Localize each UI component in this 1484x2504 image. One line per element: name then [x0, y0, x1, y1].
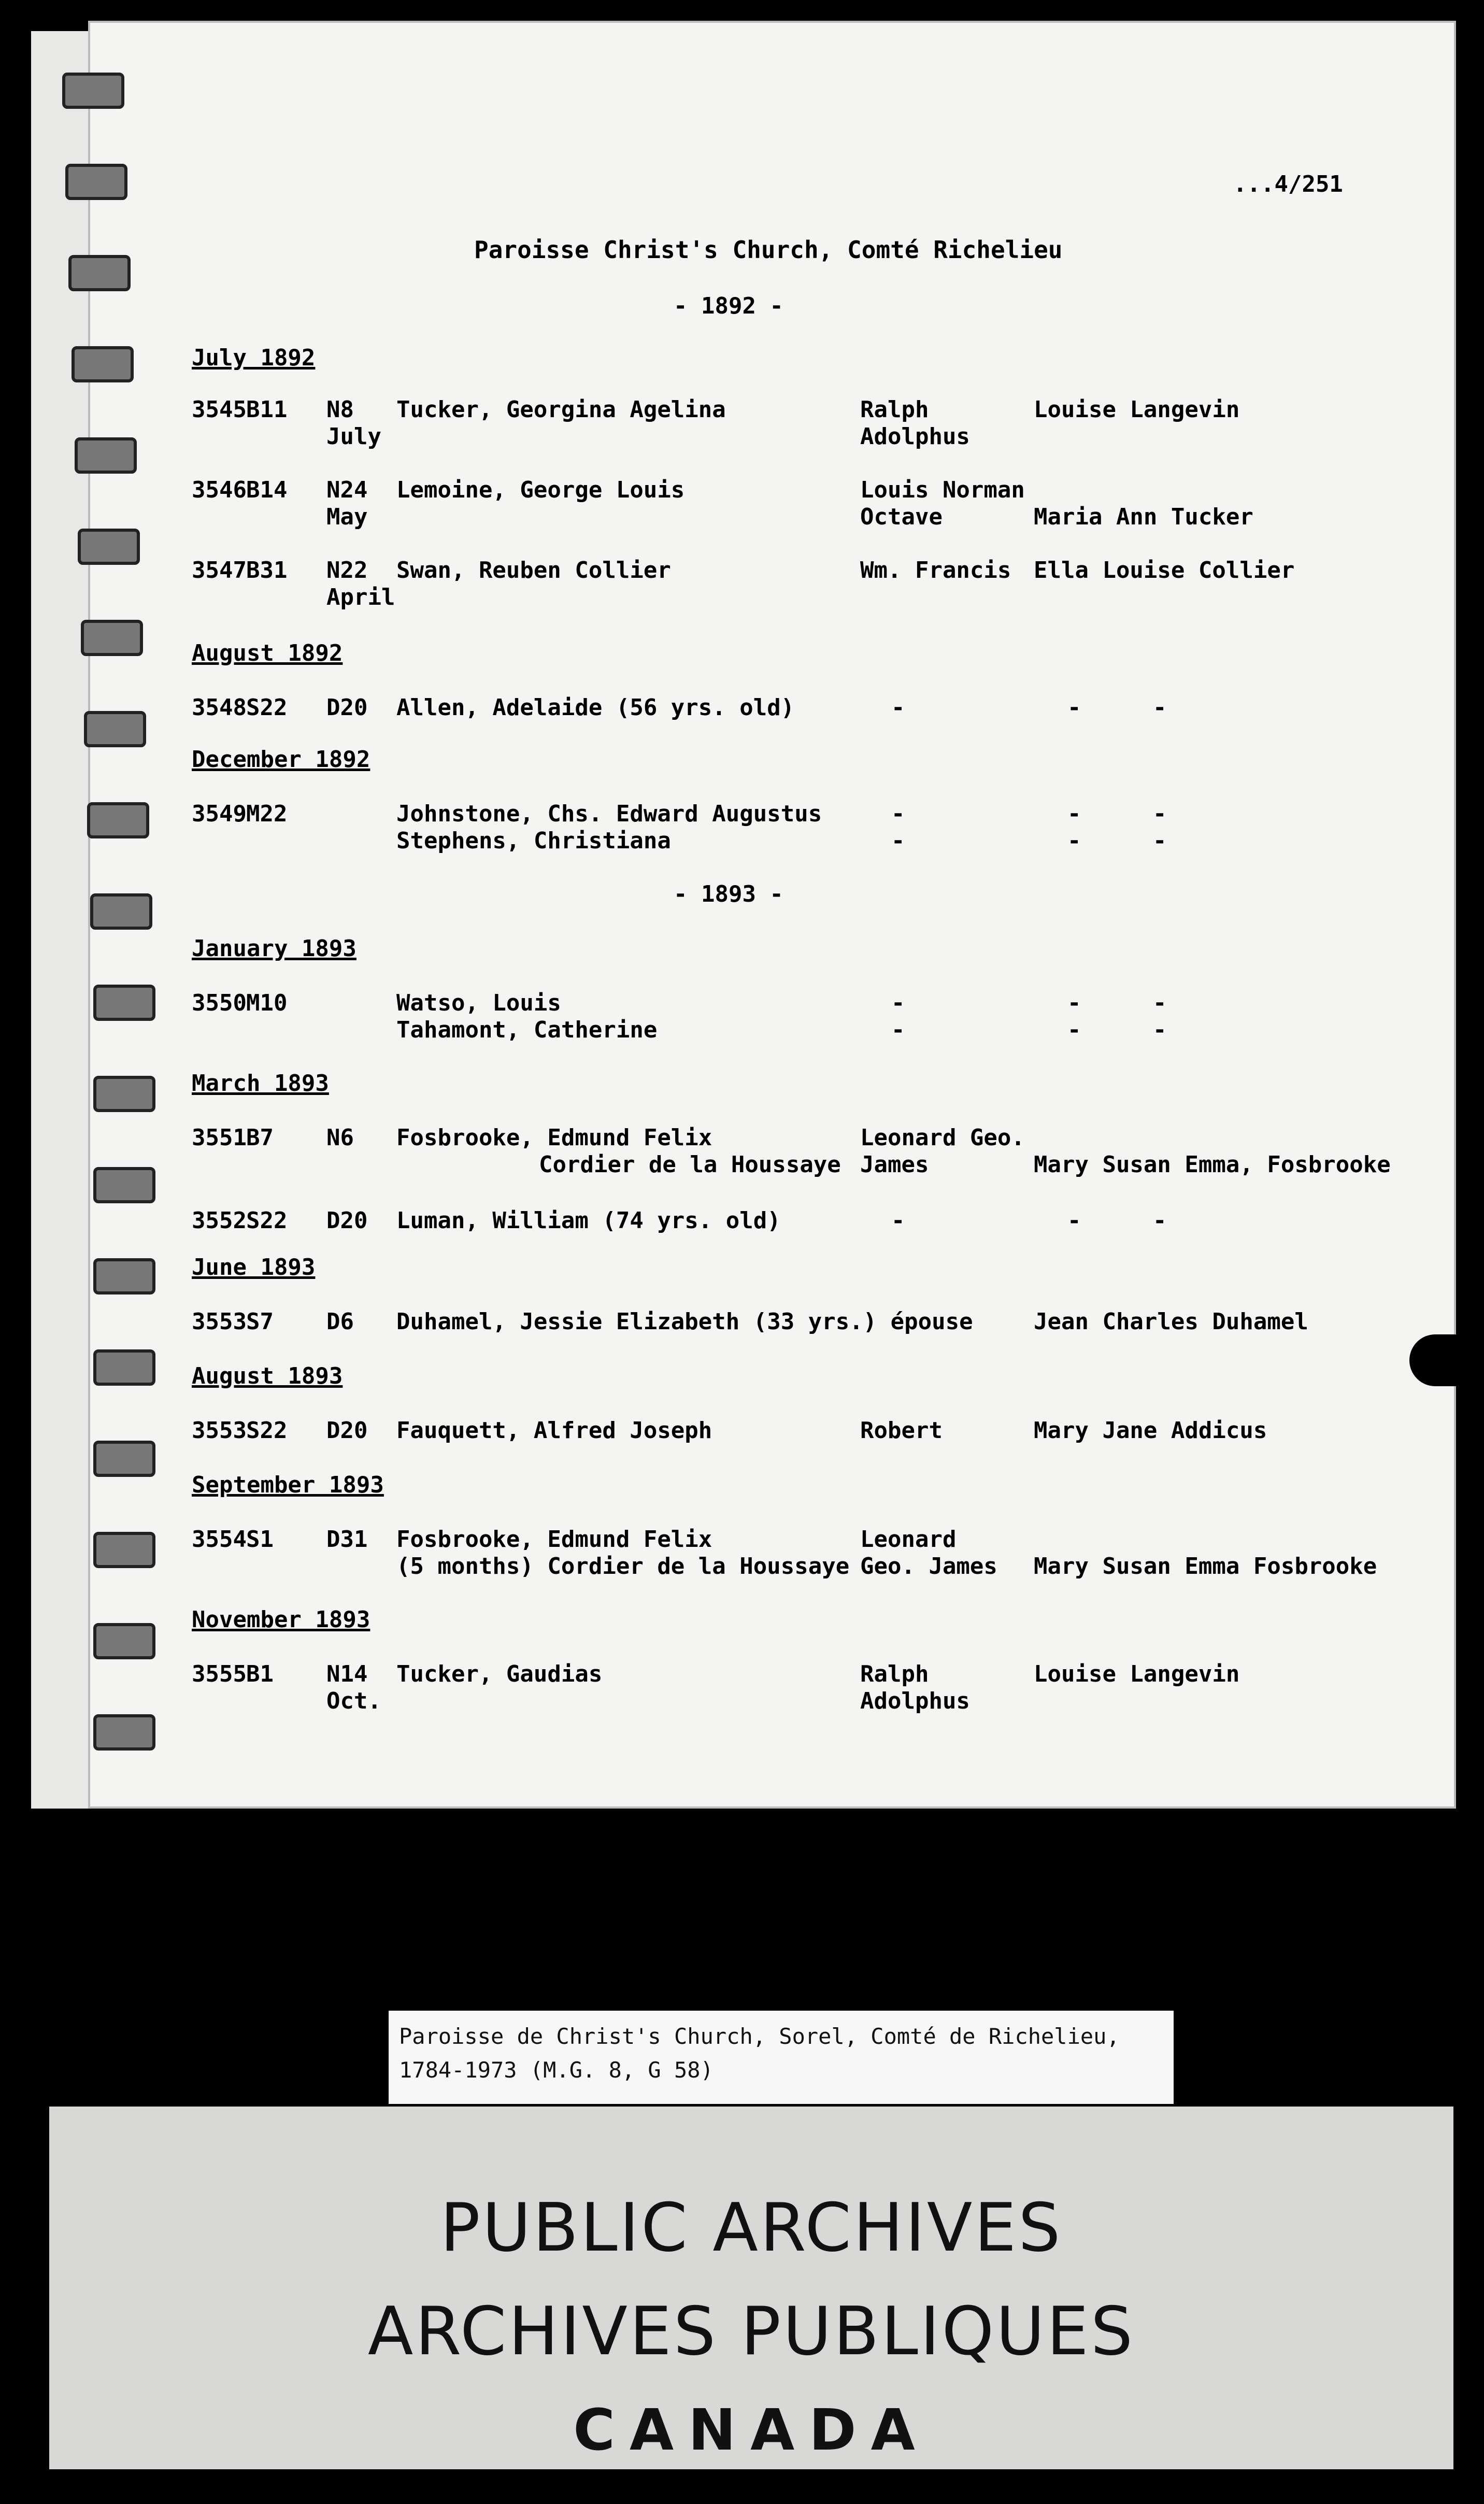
binding-ring: [93, 1258, 155, 1294]
entry-name: Duhamel, Jessie Elizabeth (33 yrs.) épouse: [396, 1308, 973, 1335]
stamp-line-1: PUBLIC ARCHIVES: [440, 2189, 1063, 2267]
entry-name: Johnstone, Chs. Edward Augustus: [396, 801, 822, 827]
entry-code: S22: [246, 694, 288, 721]
entry-name: Swan, Reuben Collier: [396, 557, 671, 584]
entry-father: Ralph: [860, 396, 929, 423]
entry-number: 3548: [192, 694, 247, 721]
entry-mother: Mary Susan Emma, Fosbrooke: [1034, 1151, 1391, 1178]
entry-mother: Mary Susan Emma Fosbrooke: [1034, 1553, 1377, 1580]
page-title: Paroisse Christ's Church, Comté Richelieu: [474, 236, 1063, 264]
entry-number: 3545: [192, 396, 247, 423]
entry-month: July: [326, 423, 381, 450]
entry-name: Lemoine, George Louis: [396, 477, 685, 503]
binding-ring: [93, 1349, 155, 1386]
entry-number: 3553: [192, 1308, 247, 1335]
entry-number: 3549: [192, 801, 247, 827]
entry-father-line-2: -: [891, 828, 905, 854]
year-heading-1893: - 1893 -: [674, 881, 783, 907]
entry-number: 3553: [192, 1417, 247, 1444]
entry-name-line-2: (5 months) Cordier de la Houssaye: [396, 1553, 850, 1580]
binding-ring: [90, 893, 152, 930]
binding-ring: [68, 255, 131, 291]
entry-event-date: N6: [326, 1125, 354, 1151]
entry-code: M22: [246, 801, 288, 827]
binding-ring: [93, 1623, 155, 1659]
section-heading: January 1893: [192, 935, 356, 962]
binding-ring: [93, 1532, 155, 1568]
entry-name: Fauquett, Alfred Joseph: [396, 1417, 712, 1444]
entry-event-date: D6: [326, 1308, 354, 1335]
entry-father: -: [891, 801, 905, 827]
entry-father-line-2: Adolphus: [860, 423, 970, 450]
binding-ring: [93, 985, 155, 1021]
entry-father-line-2: -: [891, 1017, 905, 1043]
archive-reference-label: [389, 2011, 1174, 2104]
entry-father: Leonard Geo.: [860, 1125, 1025, 1151]
entry-number: 3552: [192, 1207, 247, 1234]
entry-mother: Ella Louise Collier: [1034, 557, 1295, 584]
binding-ring: [65, 164, 127, 200]
entry-number: 3554: [192, 1526, 247, 1553]
entry-mother: Maria Ann Tucker: [1034, 504, 1253, 530]
entry-dash: -: [1153, 801, 1167, 827]
entry-name: Fosbrooke, Edmund Felix: [396, 1125, 712, 1151]
entry-dash: -: [1153, 990, 1167, 1016]
section-heading: September 1893: [192, 1472, 384, 1498]
entry-mother: -: [1067, 990, 1081, 1016]
entry-code: M10: [246, 990, 288, 1016]
public-archives-stamp: [49, 2107, 1453, 2469]
section-heading: December 1892: [192, 746, 370, 773]
spiral-binding: [62, 73, 135, 1783]
entry-code: S1: [246, 1526, 274, 1553]
entry-event-date: N22: [326, 557, 368, 584]
entry-mother: -: [1067, 1207, 1081, 1234]
entry-father-line-2: James: [860, 1151, 929, 1178]
archive-label-line-1: Paroisse de Christ's Church, Sorel, Comté de Richelieu,: [399, 2024, 1120, 2049]
entry-mother-line-2: -: [1067, 828, 1081, 854]
entry-month: Oct.: [326, 1688, 381, 1714]
entry-father: Wm. Francis: [860, 557, 1011, 584]
entry-code: S7: [246, 1308, 274, 1335]
entry-code: B11: [246, 396, 288, 423]
binding-ring: [78, 529, 140, 565]
entry-event-date: D31: [326, 1526, 368, 1553]
entry-father-line-2: Geo. James: [860, 1553, 997, 1580]
entry-father-line-2: Octave: [860, 504, 943, 530]
entry-code: S22: [246, 1207, 288, 1234]
page-number: ...4/251: [1233, 171, 1343, 197]
binding-ring: [72, 346, 134, 382]
entry-code: B31: [246, 557, 288, 584]
entry-mother: Jean Charles Duhamel: [1034, 1308, 1308, 1335]
binding-ring: [84, 711, 146, 747]
year-heading-1892: - 1892 -: [674, 293, 783, 319]
entry-mother: Louise Langevin: [1034, 1661, 1240, 1687]
entry-name: Allen, Adelaide (56 yrs. old): [396, 694, 795, 721]
entry-month: May: [326, 504, 368, 530]
section-heading: August 1893: [192, 1363, 343, 1389]
entry-event-date: D20: [326, 1417, 368, 1444]
section-heading: November 1893: [192, 1606, 370, 1633]
binding-ring: [87, 802, 149, 838]
entry-name: Tucker, Gaudias: [396, 1661, 603, 1687]
entry-dash: -: [1153, 694, 1167, 721]
binding-ring: [93, 1441, 155, 1477]
entry-code: B1: [246, 1661, 274, 1687]
entry-event-date: N14: [326, 1661, 368, 1687]
entry-name: Watso, Louis: [396, 990, 561, 1016]
entry-name-line-2: Cordier de la Houssaye: [539, 1151, 841, 1178]
entry-mother: -: [1067, 801, 1081, 827]
entry-father: -: [891, 694, 905, 721]
entry-event-date: D20: [326, 1207, 368, 1234]
entry-mother: Louise Langevin: [1034, 396, 1240, 423]
entry-dash-line-2: -: [1153, 828, 1167, 854]
entry-event-date: N24: [326, 477, 368, 503]
entry-event-date: D20: [326, 694, 368, 721]
entry-number: 3550: [192, 990, 247, 1016]
binding-ring: [93, 1167, 155, 1203]
entry-number: 3547: [192, 557, 247, 584]
binding-ring: [81, 620, 143, 656]
section-heading: July 1892: [192, 345, 316, 371]
entry-code: S22: [246, 1417, 288, 1444]
entry-father-line-2: Adolphus: [860, 1688, 970, 1714]
binding-ring: [93, 1076, 155, 1112]
section-heading: June 1893: [192, 1254, 316, 1281]
entry-dash: -: [1153, 1207, 1167, 1234]
entry-dash-line-2: -: [1153, 1017, 1167, 1043]
entry-father: Louis Norman: [860, 477, 1025, 503]
entry-father: Robert: [860, 1417, 943, 1444]
entry-name: Fosbrooke, Edmund Felix: [396, 1526, 712, 1553]
entry-father: Ralph: [860, 1661, 929, 1687]
page-tab-notch: [1409, 1334, 1456, 1386]
entry-code: B7: [246, 1125, 274, 1151]
entry-father: -: [891, 990, 905, 1016]
binding-ring: [75, 437, 137, 474]
section-heading: August 1892: [192, 640, 343, 666]
entry-father: -: [891, 1207, 905, 1234]
entry-number: 3555: [192, 1661, 247, 1687]
binding-ring: [62, 73, 124, 109]
binding-ring: [93, 1714, 155, 1751]
section-heading: March 1893: [192, 1070, 329, 1097]
entry-event-date: N8: [326, 396, 354, 423]
entry-name-line-2: Stephens, Christiana: [396, 828, 671, 854]
entry-mother: -: [1067, 694, 1081, 721]
entry-code: B14: [246, 477, 288, 503]
archive-label-line-2: 1784-1973 (M.G. 8, G 58): [399, 2057, 714, 2083]
entry-number: 3551: [192, 1125, 247, 1151]
entry-number: 3546: [192, 477, 247, 503]
register-page: [88, 21, 1456, 1809]
stamp-line-3: CANADA: [573, 2397, 930, 2463]
stamp-line-2: ARCHIVES PUBLIQUES: [367, 2293, 1135, 2370]
entry-name: Tucker, Georgina Agelina: [396, 396, 726, 423]
entry-month: April: [326, 584, 395, 610]
entry-name-line-2: Tahamont, Catherine: [396, 1017, 658, 1043]
entry-name: Luman, William (74 yrs. old): [396, 1207, 781, 1234]
entry-mother: Mary Jane Addicus: [1034, 1417, 1267, 1444]
entry-mother-line-2: -: [1067, 1017, 1081, 1043]
entry-father: Leonard: [860, 1526, 957, 1553]
